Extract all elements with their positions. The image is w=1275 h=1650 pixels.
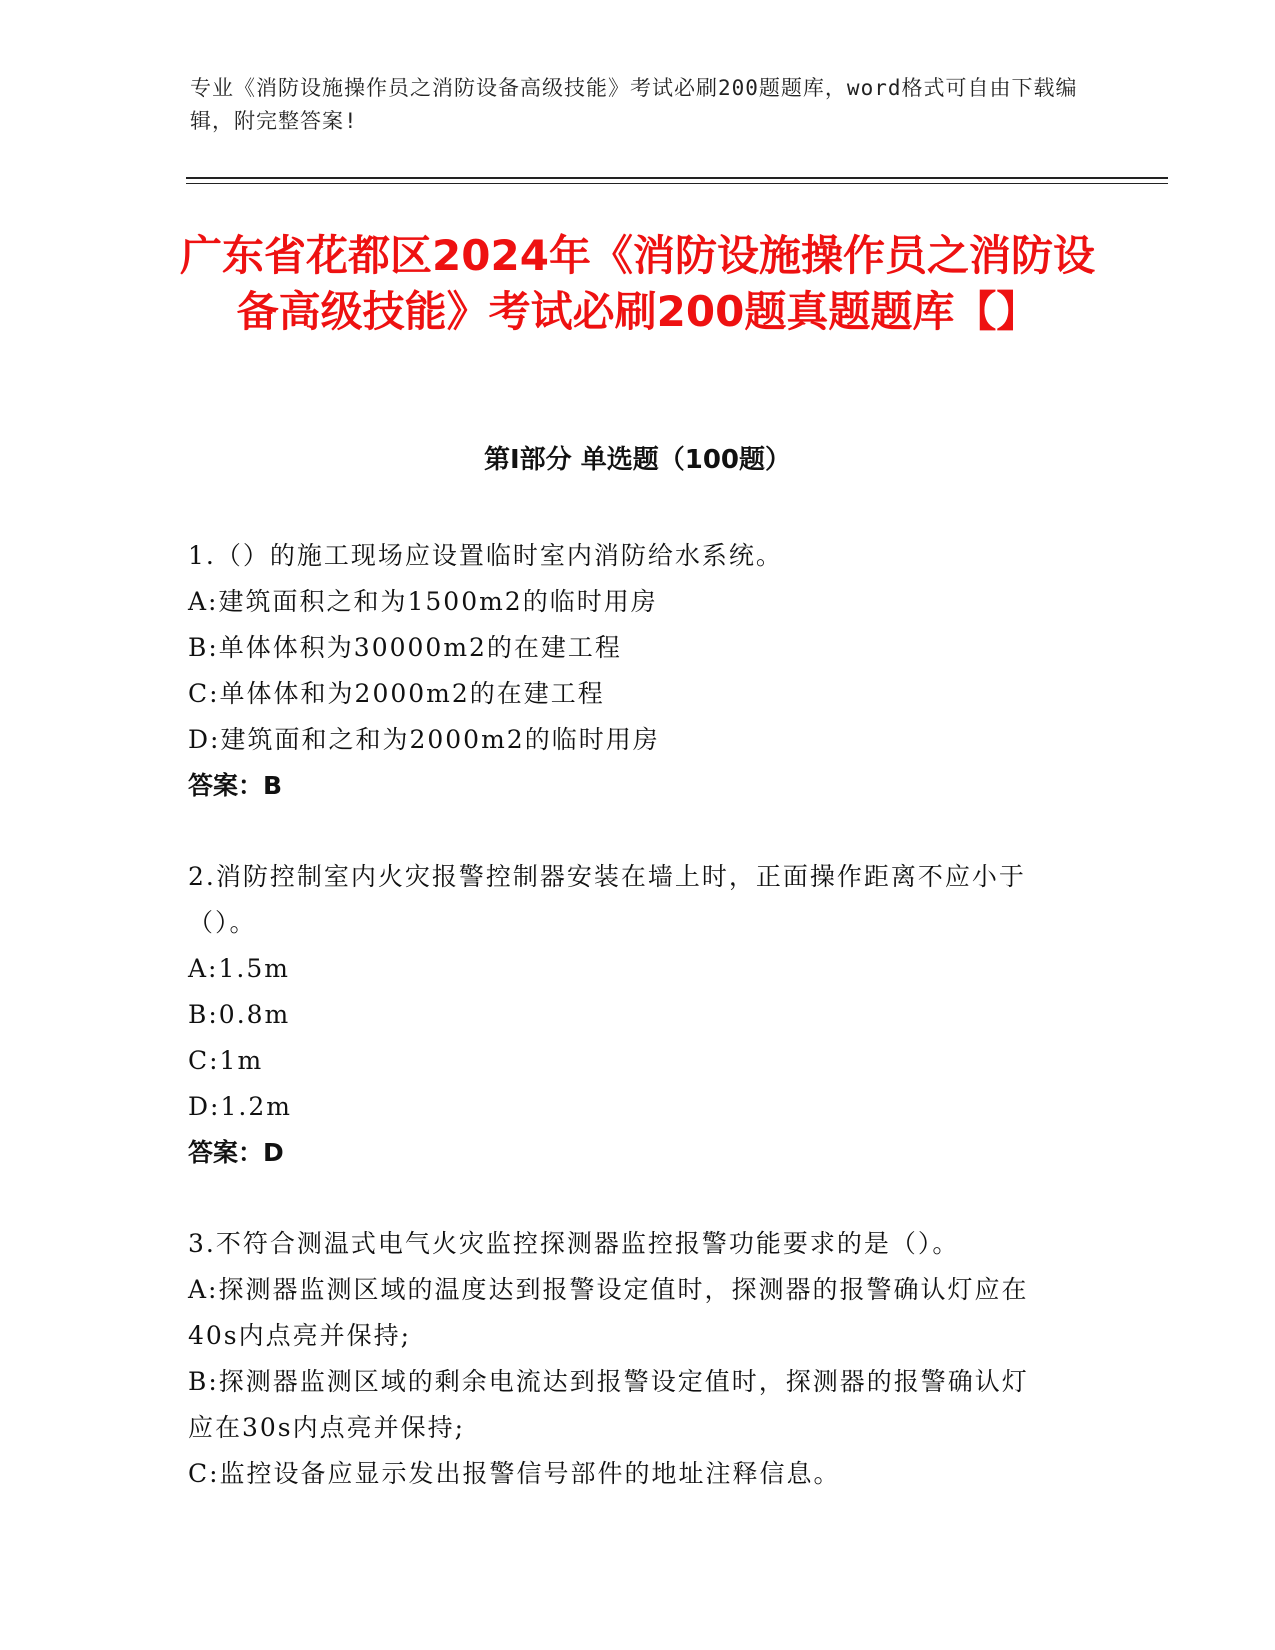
header-rule-thick [186,177,1168,179]
question-1 [188,533,1088,809]
question-3 [188,1221,1088,1497]
option-b: B:探测器监测区域的剩余电流达到报警设定值时，探测器的报警确认灯应在30s内点亮并保持; [188,1367,1029,1442]
document-title: 广东省花都区2024年《消防设施操作员之消防设备高级技能》考试必刷200题真题题库【】 [180,231,1095,336]
option-b: B:0.8m [188,1000,291,1029]
question-stem: 2.消防控制室内火灾报警控制器安装在墙上时，正面操作距离不应小于（）。 [188,862,1026,937]
section-heading: 第I部分 单选题（100题） [484,445,791,475]
answer: 答案：B [188,771,283,800]
header-note: 专业《消防设施操作员之消防设备高级技能》考试必刷200题题库，word格式可自由下载编辑，附完整答案! [190,76,1078,133]
option-a: A:探测器监测区域的温度达到报警设定值时，探测器的报警确认灯应在40s内点亮并保持; [188,1275,1029,1350]
option-a: A:1.5m [188,954,290,983]
option-b: B:单体体积为30000m2的在建工程 [188,633,622,662]
question-stem: 3.不符合测温式电气火灾监控探测器监控报警功能要求的是（）。 [188,1229,960,1258]
option-c: C:监控设备应显示发出报警信号部件的地址注释信息。 [188,1459,841,1488]
header-rule-thin [186,183,1168,184]
option-d: D:1.2m [188,1092,292,1121]
question-2 [188,854,1088,1176]
option-d: D:建筑面和之和为2000m2的临时用房 [188,725,660,754]
option-a: A:建筑面积之和为1500m2的临时用房 [188,587,658,616]
answer: 答案：D [188,1138,284,1167]
question-stem: 1.（）的施工现场应设置临时室内消防给水系统。 [188,541,783,570]
option-c: C:单体体和为2000m2的在建工程 [188,679,605,708]
option-c: C:1m [188,1046,264,1075]
question-list [188,533,1088,1542]
